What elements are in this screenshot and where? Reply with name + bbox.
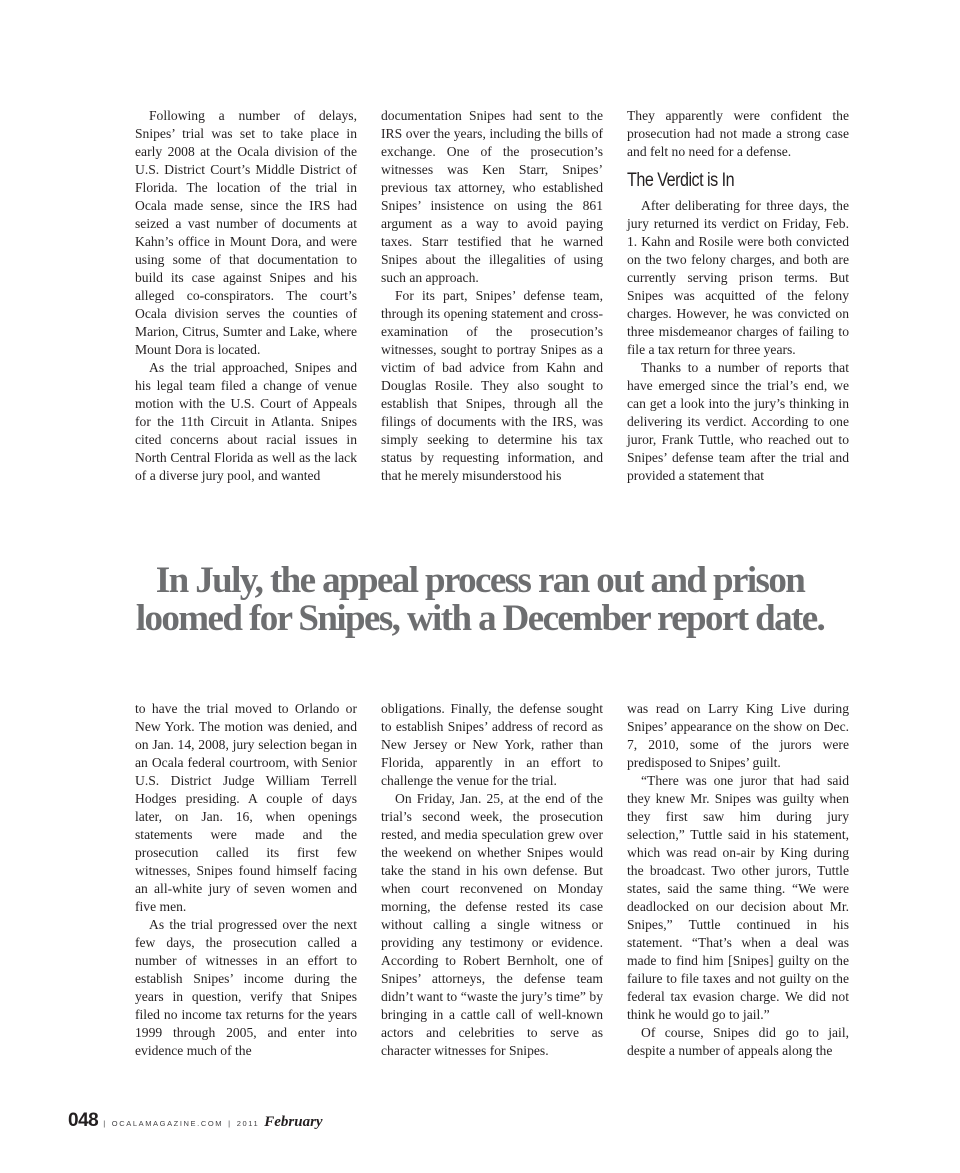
pull-quote [100, 562, 860, 638]
pull-quote-line: loomed for Snipes, with a December report date. [135, 598, 825, 639]
paragraph: documentation Snipes had sent to the IRS over the years, including the bills of exchange. One of the prosecution’s witnesses was Ken Starr, Snipes’ previous tax attorney, who established Snipes’ insistence on using the 861 argument as a way to avoid paying taxes. Starr testified that he warned Snipes about the illegalities of using such an approach. [381, 108, 603, 285]
page-footer [68, 1110, 323, 1132]
article-column-4 [135, 700, 357, 1060]
footer-site-url: OCALAMAGAZINE.COM [111, 1119, 224, 1128]
paragraph: Of course, Snipes did go to jail, despite a number of appeals along the [627, 1025, 849, 1058]
paragraph: obligations. Finally, the defense sought to establish Snipes’ address of record as New Jersey or New York, rather than Florida, apparently in an effort to challenge the venue for the trial. [381, 701, 603, 788]
article-column-1 [135, 107, 357, 485]
paragraph: “There was one juror that had said they knew Mr. Snipes was guilty when they first saw him during jury selection,” Tuttle said in his statement, which was read on-air by King during the broadcast. Two other jurors, Tuttle states, said the same thing. “We were deadlocked on our decision about Mr. Snipes,” Tuttle continued in his statement. “That’s when a deal was made to find him [Snipes] guilty on the failure to file taxes and not guilty on the federal tax evasion charge. We did not think he would go to jail.” [627, 773, 849, 1022]
paragraph: They apparently were confident the prosecution had not made a strong case and felt no need for a defense. [627, 108, 849, 159]
article-column-6 [627, 700, 849, 1060]
footer-separator: | [228, 1119, 232, 1128]
paragraph: Thanks to a number of reports that have emerged since the trial’s end, we can get a look into the jury’s thinking in delivering its verdict. According to one juror, Frank Tuttle, who reached out to Snipes’ defense team after the trial and provided a statement that [627, 360, 849, 483]
paragraph: After deliberating for three days, the jury returned its verdict on Friday, Feb. 1. Kahn and Rosile were both convicted on the two felony charges, and both are currently serving prison terms. But Snipes was acquitted of the felony charges. However, he was convicted on three misdemeanor charges of failing to file a tax return for three years. [627, 198, 849, 357]
paragraph: Following a number of delays, Snipes’ trial was set to take place in early 2008 at the Ocala division of the U.S. District Court’s Middle District of Florida. The location of the trial in Ocala made sense, since the IRS had seized a vast number of documents at Kahn’s office in Mount Dora, and were using some of that documentation to build its case against Snipes and his alleged co-conspirators. The court’s Ocala division serves the counties of Marion, Citrus, Sumter and Lake, where Mount Dora is located. [135, 108, 357, 357]
article-column-5 [381, 700, 603, 1060]
footer-year: 2011 [236, 1119, 260, 1128]
paragraph: On Friday, Jan. 25, at the end of the trial’s second week, the prosecution rested, and media speculation grew over the weekend on whether Snipes would take the stand in his own defense. But when court reconvened on Monday morning, the defense rested its case without calling a single witness or providing any testimony or evidence. According to Robert Bernholt, one of Snipes’ attorneys, the defense team didn’t want to “waste the jury’s time” by bringing in a cattle call of well-known actors and celebrities to serve as character witnesses for Snipes. [381, 791, 603, 1058]
paragraph: For its part, Snipes’ defense team, through its opening statement and cross-examination of the prosecution’s witnesses, sought to portray Snipes as a victim of bad advice from Kahn and Douglas Rosile. They also sought to establish that Snipes, through all the filings of documents with the IRS, was simply seeking to determine his tax status by requesting information, and that he merely misunderstood his [381, 288, 603, 483]
paragraph: to have the trial moved to Orlando or New York. The motion was denied, and on Jan. 14, 2008, jury selection began in an Ocala federal courtroom, with Senior U.S. District Judge William Terrell Hodges presiding. A couple of days later, on Jan. 16, when openings statements were made and the prosecution called its first few witnesses, Snipes found himself facing an all-white jury of seven women and five men. [135, 701, 357, 914]
paragraph: As the trial progressed over the next few days, the prosecution called a number of witnesses in an effort to establish Snipes’ income during the years in question, verify that Snipes filed no income tax returns for the years 1999 through 2005, and enter into evidence much of the [135, 917, 357, 1058]
article-column-2 [381, 107, 603, 485]
paragraph: was read on Larry King Live during Snipes’ appearance on the show on Dec. 7, 2010, some of the jurors were predisposed to Snipes’ guilt. [627, 701, 849, 770]
footer-separator: | [103, 1119, 107, 1128]
pull-quote-line: In July, the appeal process ran out and prison [155, 560, 805, 601]
article-column-3 [627, 107, 849, 485]
footer-month: February [264, 1114, 323, 1130]
section-heading: The Verdict is In [627, 170, 735, 191]
page-number: 048 [68, 1110, 99, 1131]
paragraph: As the trial approached, Snipes and his legal team filed a change of venue motion with the U.S. Court of Appeals for the 11th Circuit in Atlanta. Snipes cited concerns about racial issues in North Central Florida as well as the lack of a diverse jury pool, and wanted [135, 360, 357, 483]
